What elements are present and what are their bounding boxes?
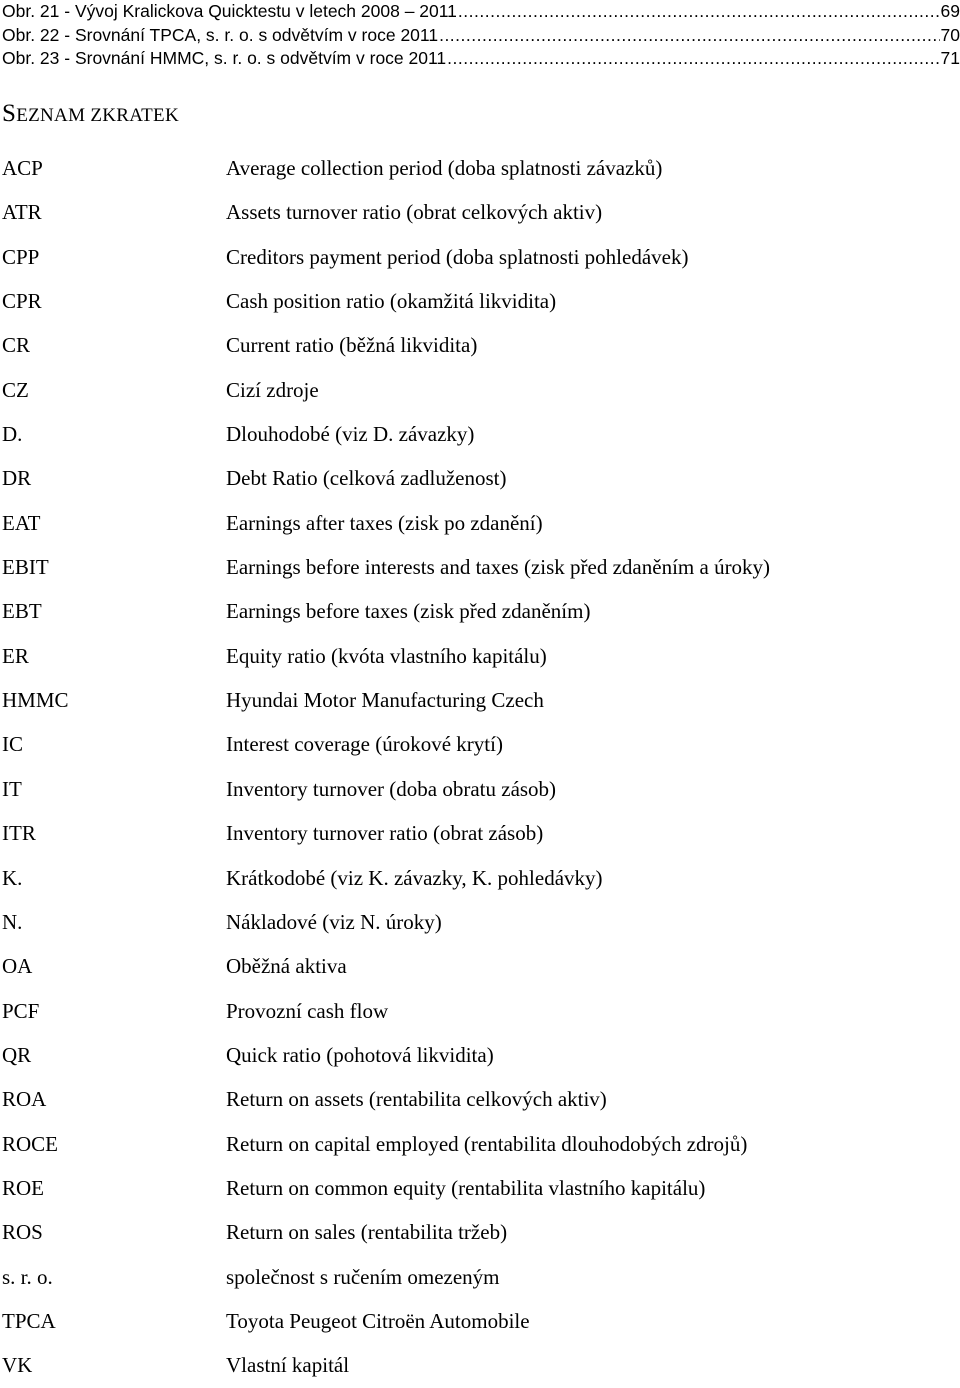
abbreviation-description: Inventory turnover ratio (obrat zásob): [226, 821, 544, 846]
list-item: [0, 1122, 960, 1166]
abbreviation-code: ROA: [2, 1087, 47, 1112]
list-item: [0, 501, 960, 545]
abbreviation-code: N.: [2, 909, 23, 934]
abbreviation-code: OA: [2, 954, 33, 979]
abbreviation-code: ROCE: [2, 1131, 59, 1156]
abbreviation-code: CPR: [2, 289, 42, 314]
abbreviation-description: Quick ratio (pohotová likvidita): [226, 1042, 494, 1067]
abbreviation-description: Return on assets (rentabilita celkových aktiv): [226, 1087, 607, 1112]
abbreviation-code: ROS: [2, 1220, 43, 1245]
abbreviation-description: Krátkodobé (viz K. závazky, K. pohledávky): [226, 865, 603, 890]
abbreviation-description: Toyota Peugeot Citroën Automobile: [226, 1308, 530, 1333]
abbreviation-code: CPP: [2, 244, 40, 269]
abbreviation-description: Average collection period (doba splatnosti závazků): [226, 156, 663, 180]
abbreviation-code: VK: [2, 1353, 33, 1378]
abbreviation-description: Debt Ratio (celková zadluženost): [226, 466, 507, 491]
abbreviation-code: IT: [2, 776, 22, 801]
abbreviation-code: CZ: [2, 377, 29, 402]
abbreviation-code: ER: [2, 643, 29, 668]
abbreviation-code: HMMC: [2, 688, 69, 713]
abbreviation-description: společnost s ručením omezeným: [226, 1264, 500, 1289]
list-item: [0, 1033, 960, 1077]
toc-entry-page: 69: [940, 1, 960, 21]
abbreviation-description: Creditors payment period (doba splatnosti pohledávek): [226, 244, 689, 269]
abbreviation-description: Dlouhodobé (viz D. závazky): [226, 422, 475, 447]
toc-entry-title: Obr. 21 - Vývoj Kralickova Quicktestu v letech 2008 – 2011: [2, 1, 457, 21]
abbreviation-code: IC: [2, 732, 23, 757]
abbreviation-code: ACP: [2, 156, 43, 180]
list-item: [0, 900, 960, 944]
list-item: [0, 368, 960, 412]
abbreviation-code: EAT: [2, 510, 41, 535]
abbreviation-code: TPCA: [2, 1308, 56, 1333]
abbreviation-code: EBIT: [2, 555, 49, 580]
toc-leader-dots: [458, 0, 940, 24]
abbreviation-list: [0, 146, 960, 1388]
toc-leader-dots: [439, 24, 939, 48]
abbreviation-description: Cash position ratio (okamžitá likvidita): [226, 289, 557, 314]
abbreviation-description: Cizí zdroje: [226, 377, 319, 402]
toc-leader-dots: [447, 47, 939, 71]
abbreviation-description: Return on sales (rentabilita tržeb): [226, 1220, 508, 1245]
abbreviation-description: Return on common equity (rentabilita vlastního kapitálu): [226, 1175, 706, 1200]
abbreviation-code: ROE: [2, 1175, 44, 1200]
list-item: [0, 722, 960, 766]
abbreviation-description: Earnings before taxes (zisk před zdaněním): [226, 599, 591, 624]
list-item: [0, 989, 960, 1033]
toc-entry-title: Obr. 22 - Srovnání TPCA, s. r. o. s odvětvím v roce 2011: [2, 24, 439, 45]
heading-initial: S: [2, 100, 17, 127]
list-item: [0, 323, 960, 367]
abbreviation-code: DR: [2, 466, 32, 491]
abbreviation-description: Hyundai Motor Manufacturing Czech: [226, 688, 544, 713]
list-item: [0, 1077, 960, 1121]
toc-entry[interactable]: [2, 24, 960, 48]
list-item: [0, 1166, 960, 1210]
abbreviation-code: QR: [2, 1042, 32, 1067]
list-item: [0, 678, 960, 722]
abbreviation-description: Return on capital employed (rentabilita dlouhodobých zdrojů): [226, 1131, 748, 1156]
abbreviation-description: Inventory turnover (doba obratu zásob): [226, 776, 557, 801]
section-heading: [2, 100, 179, 128]
list-item: [0, 1299, 960, 1343]
abbreviation-description: Equity ratio (kvóta vlastního kapitálu): [226, 643, 547, 668]
list-item: [0, 545, 960, 589]
heading-rest: EZNAM ZKRATEK: [16, 105, 179, 126]
abbreviation-description: Vlastní kapitál: [226, 1353, 350, 1378]
toc-entry-title: Obr. 23 - Srovnání HMMC, s. r. o. s odvětvím v roce 2011: [2, 48, 447, 68]
abbreviation-code: D.: [2, 422, 23, 447]
list-item: [0, 235, 960, 279]
abbreviation-code: K.: [2, 865, 23, 890]
toc-entry-page: 71: [940, 48, 960, 68]
toc-entry-page: 70: [940, 24, 960, 45]
abbreviation-code: PCF: [2, 998, 40, 1023]
list-item: [0, 412, 960, 456]
list-of-figures: [2, 0, 960, 71]
list-item: [0, 856, 960, 900]
abbreviation-code: ITR: [2, 821, 36, 846]
abbreviation-code: EBT: [2, 599, 42, 624]
toc-entry[interactable]: [2, 0, 960, 24]
toc-entry[interactable]: [2, 47, 960, 71]
abbreviation-description: Nákladové (viz N. úroky): [226, 909, 442, 934]
abbreviation-code: CR: [2, 333, 31, 358]
abbreviation-code: ATR: [2, 200, 42, 225]
list-item: [0, 279, 960, 323]
abbreviation-description: Interest coverage (úrokové krytí): [226, 732, 503, 757]
abbreviation-description: Assets turnover ratio (obrat celkových aktiv): [226, 200, 603, 225]
list-item: [0, 767, 960, 811]
list-item: [0, 811, 960, 855]
list-item: [0, 1255, 960, 1299]
list-item: [0, 146, 960, 190]
list-item: [0, 456, 960, 500]
list-item: [0, 190, 960, 234]
list-item: [0, 589, 960, 633]
abbreviation-description: Provozní cash flow: [226, 998, 389, 1023]
list-item: [0, 634, 960, 678]
list-item: [0, 1210, 960, 1254]
abbreviation-description: Oběžná aktiva: [226, 954, 347, 979]
abbreviation-description: Earnings before interests and taxes (zisk před zdaněním a úroky): [226, 555, 771, 580]
abbreviation-code: s. r. o.: [2, 1264, 53, 1289]
list-item: [0, 944, 960, 988]
abbreviation-description: Earnings after taxes (zisk po zdanění): [226, 510, 543, 535]
abbreviation-description: Current ratio (běžná likvidita): [226, 333, 478, 358]
